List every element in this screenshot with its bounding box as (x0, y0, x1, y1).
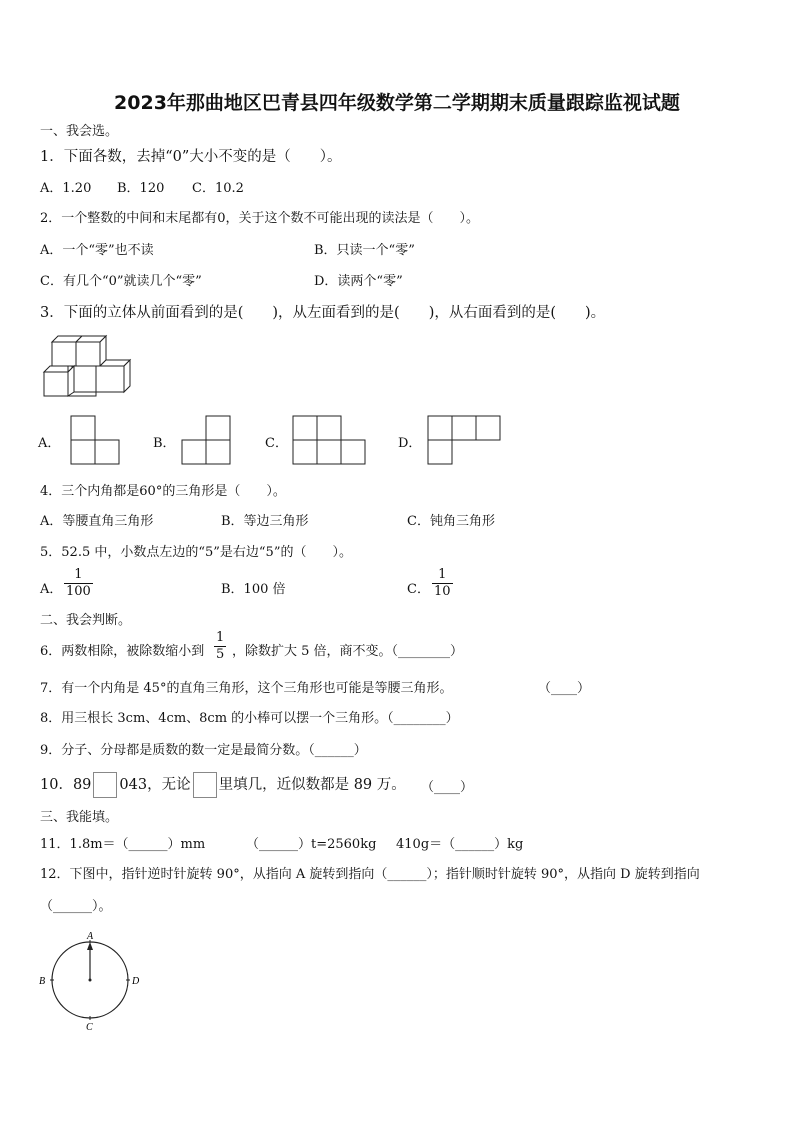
q10-part-1: 10．89 (40, 777, 92, 793)
question-2: 2．一个整数的中间和末尾都有0，关于这个数不可能出现的读法是（ ）。 (40, 211, 480, 226)
question-5: 5．52.5 中，小数点左边的“5”是右边“5”的（ ）。 (40, 545, 352, 560)
question-10 (40, 772, 406, 798)
question-3: 3．下面的立体从前面看到的是( )，从左面看到的是( )，从右面看到的是( )。 (40, 305, 606, 321)
q5-option-a-fraction (64, 567, 93, 600)
q4-option-c[interactable]: C．钝角三角形 (407, 514, 495, 529)
fraction-denominator: 5 (216, 647, 225, 662)
fraction-numerator: 1 (64, 567, 93, 584)
q1-option-b[interactable]: B．120 (117, 181, 165, 196)
question-11-b[interactable]: （______）t=2560kg (246, 837, 377, 852)
q4-option-a[interactable]: A．等腰直角三角形 (40, 514, 154, 529)
question-4: 4．三个内角都是60°的三角形是（ ）。 (40, 484, 286, 499)
digit-box[interactable] (93, 772, 117, 798)
q5-option-c-fraction (432, 567, 453, 600)
q10-answer-blank[interactable]: （____） (421, 780, 474, 795)
dial-figure (36, 928, 144, 1034)
section-heading-1: 一、我会选。 (40, 124, 119, 139)
question-8[interactable]: 8．用三根长 3cm、4cm、8cm 的小棒可以摆一个三角形。（________） (40, 711, 459, 726)
question-11-a[interactable]: 11．1.8m＝（______）mm (40, 837, 206, 852)
page-title: 2023年那曲地区巴青县四年级数学第二学期期末质量跟踪监视试题 (114, 92, 680, 114)
q3-option-c[interactable]: C． (265, 436, 288, 451)
q10-part-2: 043，无论 (119, 777, 191, 793)
q2-option-b[interactable]: B．只读一个“零” (314, 243, 415, 258)
question-7: 7．有一个内角是 45°的直角三角形，这个三角形也可能是等腰三角形。 (40, 681, 453, 696)
q5-option-b[interactable]: B．100 倍 (221, 582, 286, 597)
dial-label-d: D (132, 976, 140, 987)
q1-option-a[interactable]: A．1.20 (40, 181, 92, 196)
q3-option-b-figure (181, 415, 231, 465)
q4-option-b[interactable]: B．等边三角形 (221, 514, 309, 529)
q3-option-d[interactable]: D． (398, 436, 422, 451)
q3-option-a-figure (70, 415, 120, 465)
q6-fraction (214, 630, 226, 663)
q3-option-d-figure (427, 415, 501, 465)
q2-option-d[interactable]: D．读两个“零” (314, 274, 403, 289)
fraction-denominator: 10 (434, 584, 451, 599)
question-6-prefix: 6．两数相除，被除数缩小到 (40, 644, 205, 659)
question-12-line-2[interactable]: （______）。 (40, 899, 112, 914)
dial-center (89, 979, 92, 982)
fraction-numerator: 1 (216, 630, 225, 645)
q3-option-c-figure (292, 415, 366, 465)
question-11-c[interactable]: 410g＝（______）kg (396, 837, 524, 852)
section-heading-3: 三、我能填。 (40, 810, 119, 825)
digit-box[interactable] (193, 772, 217, 798)
dial-label-c: C (86, 1022, 93, 1033)
q3-option-a[interactable]: A． (38, 436, 61, 451)
dial-label-b: B (39, 976, 46, 987)
question-9[interactable]: 9．分子、分母都是质数的数一定是最简分数。（______） (40, 743, 367, 758)
question-6-suffix[interactable]: ，除数扩大 5 倍，商不变。（________） (232, 644, 464, 659)
question-1: 1．下面各数，去掉“0”大小不变的是（ ）。 (40, 149, 342, 165)
q2-option-c[interactable]: C．有几个“0”就读几个“零” (40, 274, 202, 289)
cube-solid-figure (40, 330, 136, 402)
question-12-line-1: 12．下图中，指针逆时针旋转 90°，从指向 A 旋转到指向（______）；指针顺时针旋转 90°，从指向 D 旋转到指向 (40, 867, 700, 882)
q3-option-b[interactable]: B． (153, 436, 176, 451)
q7-answer-blank[interactable]: （____） (538, 681, 591, 696)
q5-option-a[interactable]: A． (40, 582, 63, 597)
q10-part-3: 里填几，近似数都是 89 万。 (218, 777, 406, 793)
dial-label-a: A (87, 931, 94, 942)
q5-option-c[interactable]: C． (407, 582, 430, 597)
fraction-denominator: 100 (66, 584, 91, 599)
q2-option-a[interactable]: A．一个“零”也不读 (40, 243, 154, 258)
section-heading-2: 二、我会判断。 (40, 613, 132, 628)
fraction-numerator: 1 (432, 567, 453, 584)
q1-option-c[interactable]: C．10.2 (192, 181, 244, 196)
